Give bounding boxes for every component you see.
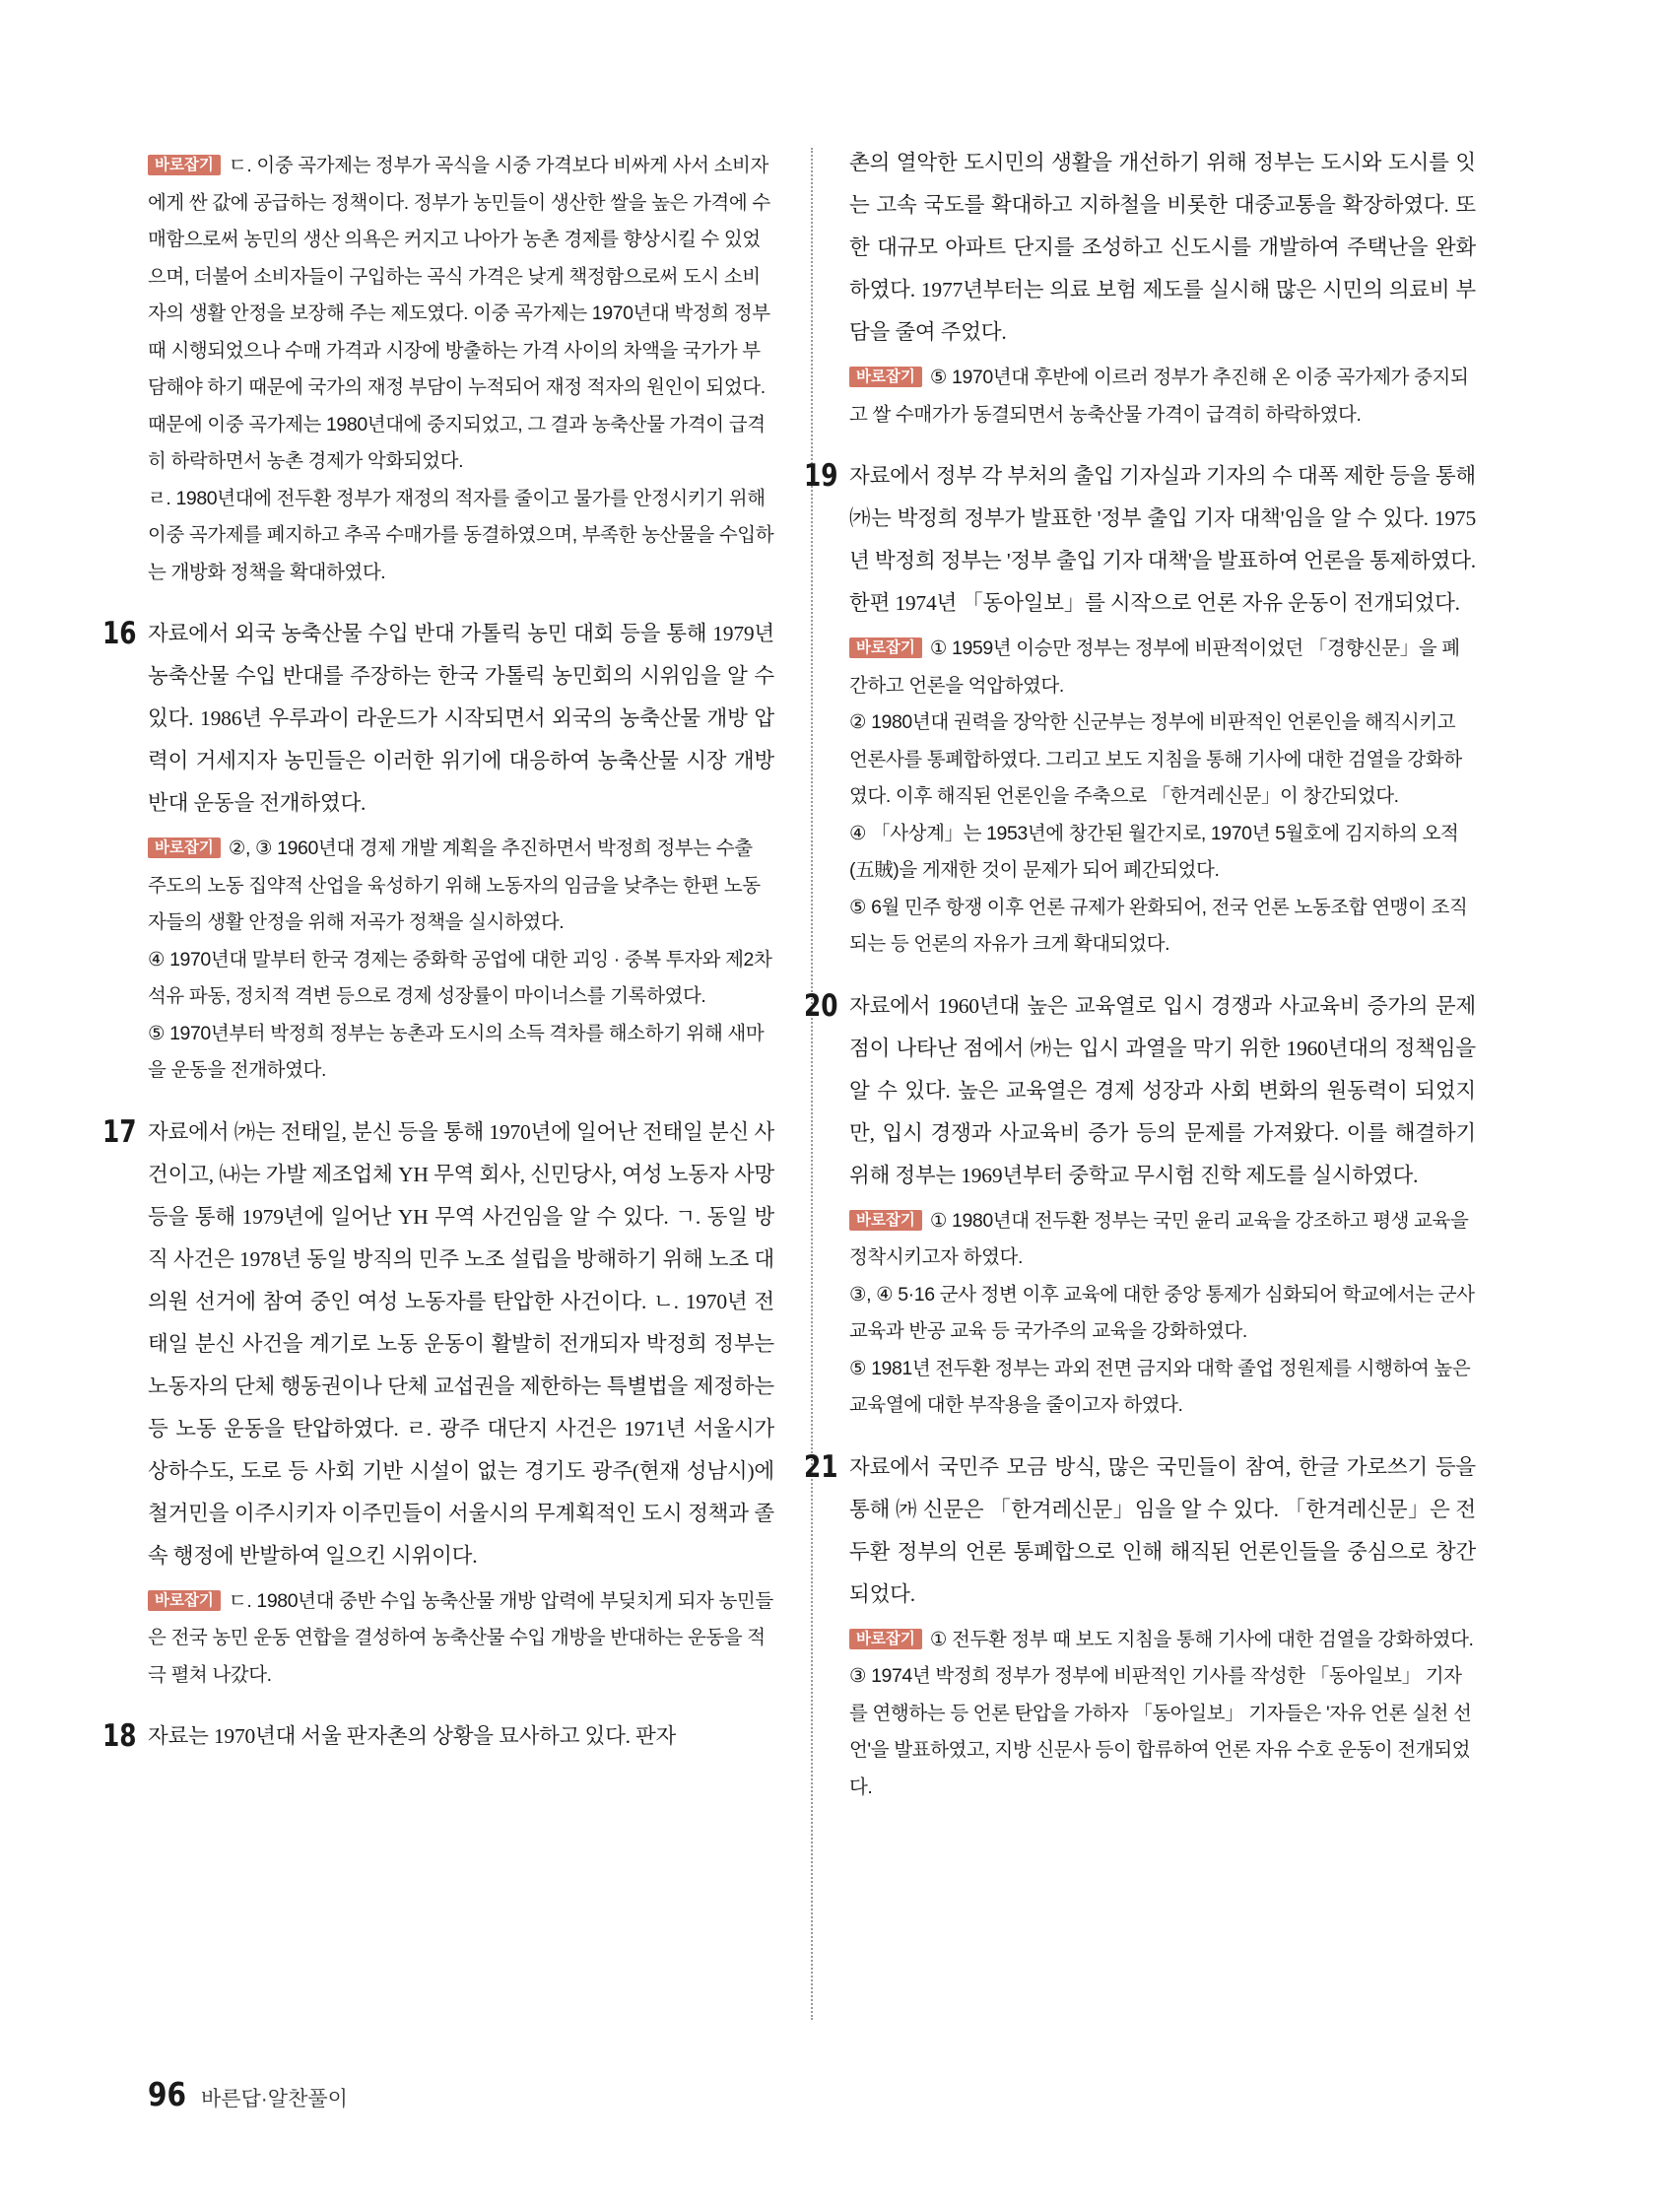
solution-paragraph: ㄹ. 1980년대에 전두환 정부가 재정의 적자를 줄이고 물가를 안정시키기 위해 이중 곡가제를 폐지하고 추곡 수매가를 동결하였으며, 부족한 농산물을 수입하는 개방화 정책을 확대하였다.: [148, 487, 774, 583]
correction-badge: 바로잡기: [849, 1210, 922, 1231]
answer-text: 자료에서 정부 각 부처의 출입 기자실과 기자의 수 대폭 제한 등을 통해 ㈎는 박정희 정부가 발표한 '정부 출입 기자 대책'임을 알 수 있다. 1975년 박정희 정부는 '정부 출입 기자 대책'을 발표하여 언론을 통제하였다. 한편 1974년 「동아일보」를 시작으로 언론 자유 운동이 전개되었다.: [849, 464, 1476, 615]
solution-paragraph: [849, 631, 1476, 704]
solution-block-21: [849, 1622, 1476, 1807]
answer-text: 자료에서 ㈎는 전태일, 분신 등을 통해 1970년에 일어난 전태일 분신 사건이고, ㈏는 가발 제조업체 YH 무역 회사, 신민당사, 여성 노동자 사망 등을 통해 1979년에 일어난 YH 무역 사건임을 알 수 있다. ㄱ. 동일 방직 사건은 1978년 동일 방직의 민주 노조 설립을 방해하기 위해 노조 대의원 선거에 참여 중인 여성 노동자를 탄압한 사건이다. ㄴ. 1970년 전태일 분신 사건을 계기로 노동 운동이 활발히 전개되자 박정희 정부는 노동자의 단체 행동권이나 단체 교섭권을 제한하는 특별법을 제정하는 등 노동 운동을 탄압하였다. ㄹ. 광주 대단지 사건은 1971년 서울시가 상하수도, 도로 등 사회 기반 시설이 없는 경기도 광주(현재 성남시)에 철거민을 이주시키자 이주민들이 서울시의 무계획적인 도시 정책과 졸속 행정에 반발하여 일으킨 시위이다.: [148, 1119, 774, 1568]
solution-paragraph: [148, 1583, 774, 1695]
solution-paragraph: ③, ④ 5·16 군사 정변 이후 교육에 대한 중앙 통제가 심화되어 학교에서는 군사 교육과 반공 교육 등 국가주의 교육을 강화하였다.: [849, 1283, 1475, 1342]
question-number: 19: [804, 458, 838, 494]
answer-18-continued: [849, 142, 1476, 354]
question-number: 21: [804, 1448, 838, 1485]
correction-badge: 바로잡기: [148, 155, 221, 175]
solution-paragraph: [849, 1203, 1476, 1277]
solution-paragraph: [148, 148, 774, 481]
answer-17: [102, 1111, 774, 1577]
solution-paragraph: [148, 831, 774, 942]
solution-text: ㄷ. 이중 곡가제는 정부가 곡식을 시중 가격보다 비싸게 사서 소비자에게 싼 값에 공급하는 정책이다. 정부가 농민들이 생산한 쌀을 높은 가격에 수매함으로써 농민의 생산 의욕은 커지고 나아가 농촌 경제를 향상시킬 수 있었으며, 더불어 소비자들이 구입하는 곡식 가격은 낮게 책정함으로써 도시 소비자의 생활 안정을 보장해 주는 제도였다. 이중 곡가제는 1970년대 박정희 정부 때 시행되었으나 수매 가격과 시장에 방출하는 가격 사이의 차액을 국가가 부담해야 하기 때문에 국가의 재정 부담이 누적되어 재정 적자의 원인이 되었다. 때문에 이중 곡가제는 1980년대에 중지되었고, 그 결과 농축산물 가격이 급격히 하락하면서 농촌 경제가 악화되었다.: [148, 155, 770, 472]
solution-block-16: [148, 831, 774, 1090]
page-number: 96: [148, 2075, 187, 2113]
solution-paragraph: ④ 「사상계」는 1953년에 창간된 월간지로, 1970년 5월호에 김지하의 오적(五賊)을 게재한 것이 문제가 되어 폐간되었다.: [849, 822, 1459, 881]
correction-badge: 바로잡기: [849, 367, 922, 387]
solution-text: ① 1959년 이승만 정부는 정부에 비판적이었던 「경향신문」을 폐간하고 언론을 억압하였다.: [849, 637, 1460, 697]
answer-text: 자료에서 외국 농축산물 수입 반대 가톨릭 농민 대회 등을 통해 1979년 농축산물 수입 반대를 주장하는 한국 가톨릭 농민회의 시위임을 알 수 있다. 1986년 우루과이 라운드가 시작되면서 외국의 농축산물 개방 압력이 거세지자 농민들은 이러한 위기에 대응하여 농축산물 시장 개방 반대 운동을 전개하였다.: [148, 622, 774, 815]
solution-paragraph: ⑤ 6월 민주 항쟁 이후 언론 규제가 완화되어, 전국 언론 노동조합 연맹이 조직되는 등 언론의 자유가 크게 확대되었다.: [849, 896, 1468, 955]
solution-text: ⑤ 1970년대 후반에 이르러 정부가 추진해 온 이중 곡가제가 중지되고 쌀 수매가가 동결되면서 농축산물 가격이 급격히 하락하였다.: [849, 367, 1469, 426]
question-number: 20: [804, 987, 838, 1024]
answer-21: [804, 1446, 1476, 1616]
solution-block-20: [849, 1203, 1476, 1425]
correction-badge: 바로잡기: [148, 1590, 221, 1611]
left-column: [102, 148, 774, 1758]
solution-block-18: [849, 360, 1476, 434]
solution-paragraph: [849, 360, 1476, 434]
solution-paragraph: ⑤ 1970년부터 박정희 정부는 농촌과 도시의 소득 격차를 해소하기 위해 새마을 운동을 전개하였다.: [148, 1022, 765, 1081]
answer-19: [804, 455, 1476, 625]
solution-paragraph: [849, 1622, 1476, 1659]
solution-text: ②, ③ 1960년대 경제 개발 계획을 추진하면서 박정희 정부는 수출 주도의 노동 집약적 산업을 육성하기 위해 노동자의 임금을 낮추는 한편 노동자들의 생활 안정을 위해 저곡가 정책을 실시하였다.: [148, 838, 761, 933]
solution-paragraph: ② 1980년대 권력을 장악한 신군부는 정부에 비판적인 언론인을 해직시키고 언론사를 통폐합하였다. 그리고 보도 지침을 통해 기사에 대한 검열을 강화하였다. 이후 해직된 언론인을 주축으로 「한겨레신문」이 창간되었다.: [849, 711, 1462, 807]
answer-16: [102, 613, 774, 825]
question-number: 18: [102, 1718, 137, 1754]
answer-text: 자료에서 1960년대 높은 교육열로 입시 경쟁과 사교육비 증가의 문제점이 나타난 점에서 ㈎는 입시 과열을 막기 위한 1960년대의 정책임을 알 수 있다. 높은 교육열은 경제 성장과 사회 변화의 원동력이 되었지만, 입시 경쟁과 사교육비 증가 등의 문제를 가져왔다. 이를 해결하기 위해 정부는 1969년부터 중학교 무시험 진학 제도를 실시하였다.: [849, 993, 1476, 1187]
book-title: 바른답·알찬풀이: [200, 2088, 348, 2111]
correction-badge: 바로잡기: [148, 838, 221, 858]
solution-paragraph: ④ 1970년대 말부터 한국 경제는 중화학 공업에 대한 괴잉 · 중복 투자와 제2차 석유 파동, 정치적 격변 등으로 경제 성장률이 마이너스를 기록하였다.: [148, 948, 772, 1007]
answer-text: 자료에서 국민주 모금 방식, 많은 국민들이 참여, 한글 가로쓰기 등을 통해 ㈎ 신문은 「한겨레신문」임을 알 수 있다. 「한겨레신문」은 전두환 정부의 언론 통폐합으로 인해 해직된 언론인들을 중심으로 창간되었다.: [849, 1454, 1476, 1606]
question-number: 17: [102, 1113, 137, 1150]
answer-18: [102, 1715, 774, 1758]
solution-text: ① 1980년대 전두환 정부는 국민 윤리 교육을 강조하고 평생 교육을 정착시키고자 하였다.: [849, 1209, 1469, 1268]
solution-paragraph: ⑤ 1981년 전두환 정부는 과외 전면 금지와 대학 졸업 정원제를 시행하여 높은 교육열에 대한 부작용을 줄이고자 하였다.: [849, 1357, 1471, 1416]
solution-block-19: [849, 631, 1476, 964]
column-divider: [811, 148, 813, 2020]
answer-20: [804, 985, 1476, 1197]
answer-text: 촌의 열악한 도시민의 생활을 개선하기 위해 정부는 도시와 도시를 잇는 고속 국도를 확대하고 지하철을 비롯한 대중교통을 확장하였다. 또한 대규모 아파트 단지를 조성하고 신도시를 개발하여 주택난을 완화하였다. 1977년부터는 의료 보험 제도를 실시해 많은 시민의 의료비 부담을 줄여 주었다.: [849, 151, 1476, 344]
correction-badge: 바로잡기: [849, 1629, 922, 1649]
question-number: 16: [102, 616, 137, 651]
solution-paragraph: ③ 1974년 박정희 정부가 정부에 비판적인 기사를 작성한 「동아일보」 기자를 연행하는 등 언론 탄압을 가하자 「동아일보」 기자들은 '자유 언론 실천 선언'을 발표하였고, 지방 신문사 등이 합류하여 언론 자유 수호 운동이 전개되었다.: [849, 1665, 1472, 1798]
answer-text: 자료는 1970년대 서울 판자촌의 상황을 묘사하고 있다. 판자: [148, 1724, 677, 1748]
solution-block-top: [148, 148, 774, 591]
page-footer: [148, 2075, 348, 2113]
correction-badge: 바로잡기: [849, 637, 922, 658]
solution-text: ㄷ. 1980년대 중반 수입 농축산물 개방 압력에 부딪치게 되자 농민들은 전국 농민 운동 연합을 결성하여 농축산물 수입 개방을 반대하는 운동을 적극 펼쳐 나갔다.: [148, 1589, 773, 1686]
right-column: [804, 148, 1476, 1806]
solution-block-17: [148, 1583, 774, 1695]
solution-text: ① 전두환 정부 때 보도 지침을 통해 기사에 대한 검열을 강화하였다.: [929, 1628, 1474, 1650]
